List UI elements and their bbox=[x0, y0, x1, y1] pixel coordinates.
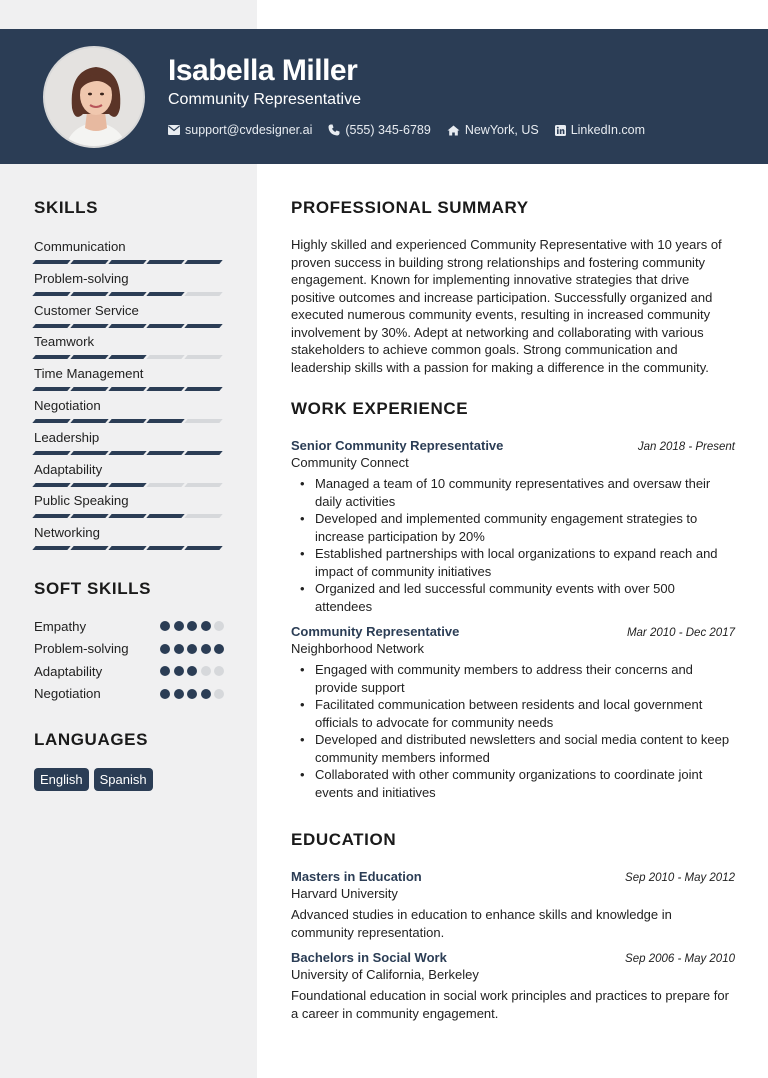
rating-dot bbox=[174, 689, 184, 699]
skill-level-segment bbox=[70, 514, 108, 518]
skill-level-segment bbox=[146, 387, 184, 391]
rating-dot bbox=[187, 621, 197, 631]
skill-level-bar bbox=[34, 387, 224, 391]
skill-level-segment bbox=[70, 292, 108, 296]
soft-skill-item bbox=[34, 638, 224, 661]
soft-skill-item bbox=[34, 660, 224, 683]
skill-level-segment bbox=[70, 483, 108, 487]
skill-level-segment bbox=[32, 292, 70, 296]
job-company: Community Connect bbox=[291, 455, 409, 470]
skill-level-bar bbox=[34, 292, 224, 296]
skill-level-bar bbox=[34, 419, 224, 423]
skills-list bbox=[34, 238, 224, 556]
skill-item bbox=[34, 524, 224, 556]
skill-level-segment bbox=[32, 355, 70, 359]
skill-level-segment bbox=[146, 324, 184, 328]
soft-skill-name: Empathy bbox=[34, 618, 87, 634]
language-badge: English bbox=[34, 768, 89, 791]
contact-location bbox=[447, 123, 539, 137]
skill-level-segment bbox=[184, 483, 222, 487]
education-degree: Bachelors in Social Work bbox=[291, 950, 447, 965]
soft-skill-rating bbox=[160, 644, 224, 654]
skill-name: Teamwork bbox=[34, 334, 95, 350]
skill-level-segment bbox=[108, 355, 146, 359]
skill-level-bar bbox=[34, 355, 224, 359]
phone-icon bbox=[328, 124, 340, 136]
contact-location-text: NewYork, US bbox=[464, 123, 539, 137]
skill-name: Communication bbox=[34, 239, 126, 254]
contact-phone-text: (555) 345-6789 bbox=[345, 123, 431, 137]
skill-level-segment bbox=[108, 546, 146, 550]
rating-dot bbox=[214, 644, 224, 654]
soft-skill-name: Adaptability bbox=[34, 663, 103, 679]
job-entry bbox=[291, 438, 735, 615]
soft-skill-name: Problem-solving bbox=[34, 641, 129, 657]
skill-level-segment bbox=[146, 419, 184, 423]
skill-level-segment bbox=[108, 483, 146, 487]
soft-skill-rating bbox=[160, 666, 224, 676]
rating-dot bbox=[187, 666, 197, 676]
soft-skill-rating bbox=[160, 621, 224, 631]
experience-title: WORK EXPERIENCE bbox=[291, 399, 469, 418]
experience-list bbox=[291, 438, 735, 801]
job-title: Community Representative bbox=[291, 624, 460, 639]
skill-level-segment bbox=[108, 451, 146, 455]
skill-level-bar bbox=[34, 451, 224, 455]
education-description: Foundational education in social work principles and practices to prepare for a career in community engagement. bbox=[291, 988, 729, 1021]
job-bullets bbox=[291, 475, 735, 615]
soft-skill-name: Negotiation bbox=[34, 686, 101, 702]
skill-level-segment bbox=[184, 419, 222, 423]
skill-level-segment bbox=[108, 514, 146, 518]
skill-level-segment bbox=[32, 324, 70, 328]
job-header bbox=[291, 624, 735, 639]
languages-list bbox=[34, 768, 224, 791]
language-badge: Spanish bbox=[94, 768, 153, 791]
skill-level-segment bbox=[146, 260, 184, 264]
education-school: Harvard University bbox=[291, 886, 398, 901]
skill-item bbox=[34, 302, 224, 334]
skill-level-bar bbox=[34, 514, 224, 518]
contact-email-text: support@cvdesigner.ai bbox=[185, 123, 313, 137]
education-title: EDUCATION bbox=[291, 830, 397, 849]
skill-name: Leadership bbox=[34, 429, 100, 445]
rating-dot bbox=[160, 689, 170, 699]
skill-item bbox=[34, 492, 224, 524]
candidate-role: Community Representative bbox=[168, 91, 361, 108]
job-date: Jan 2018 - Present bbox=[637, 441, 735, 453]
education-section bbox=[291, 830, 735, 1022]
education-school: University of California, Berkeley bbox=[291, 967, 479, 982]
job-bullet: • Developed and implemented community engagement strategies to increase participation by 20% bbox=[315, 510, 735, 545]
rating-dot bbox=[160, 644, 170, 654]
skill-level-segment bbox=[184, 324, 222, 328]
skill-level-segment bbox=[146, 355, 184, 359]
candidate-name: Isabella Miller bbox=[168, 54, 358, 87]
skill-level-segment bbox=[70, 546, 108, 550]
skill-level-segment bbox=[184, 514, 222, 518]
education-entry bbox=[291, 869, 735, 941]
soft-skill-rating bbox=[160, 689, 224, 699]
rating-dot bbox=[201, 621, 211, 631]
skill-level-segment bbox=[32, 419, 70, 423]
skill-level-segment bbox=[32, 514, 70, 518]
education-degree: Masters in Education bbox=[291, 869, 422, 884]
contact-linkedin-text: LinkedIn.com bbox=[570, 123, 646, 137]
skill-item bbox=[34, 333, 224, 365]
skill-level-segment bbox=[108, 292, 146, 296]
job-company: Neighborhood Network bbox=[291, 641, 424, 656]
rating-dot bbox=[214, 666, 224, 676]
rating-dot bbox=[201, 644, 211, 654]
skill-level-segment bbox=[32, 483, 70, 487]
skill-level-segment bbox=[70, 355, 108, 359]
skill-level-segment bbox=[108, 387, 146, 391]
job-bullet: • Organized and led successful community events with over 500 attendees bbox=[315, 580, 735, 615]
skill-level-segment bbox=[108, 260, 146, 264]
skill-level-segment bbox=[32, 260, 70, 264]
education-date: Sep 2010 - May 2012 bbox=[625, 872, 735, 884]
job-bullets bbox=[291, 661, 735, 801]
job-bullet: • Engaged with community members to address their concerns and provide support bbox=[315, 661, 735, 696]
skill-item bbox=[34, 397, 224, 429]
education-description: Advanced studies in education to enhance skills and knowledge in community representation. bbox=[291, 907, 672, 940]
rating-dot bbox=[174, 644, 184, 654]
skill-level-segment bbox=[108, 324, 146, 328]
summary-title: PROFESSIONAL SUMMARY bbox=[291, 198, 529, 217]
skill-level-segment bbox=[70, 324, 108, 328]
linkedin-icon bbox=[555, 125, 566, 136]
skill-level-bar bbox=[34, 546, 224, 550]
rating-dot bbox=[201, 689, 211, 699]
skill-level-bar bbox=[34, 324, 224, 328]
contact-row bbox=[168, 123, 661, 137]
rating-dot bbox=[214, 621, 224, 631]
contact-phone[interactable] bbox=[328, 123, 430, 137]
envelope-icon bbox=[168, 125, 180, 135]
job-date: Mar 2010 - Dec 2017 bbox=[626, 627, 735, 639]
languages-title: LANGUAGES bbox=[34, 730, 149, 749]
skill-level-segment bbox=[146, 546, 184, 550]
skill-level-segment bbox=[146, 292, 184, 296]
skill-level-segment bbox=[70, 387, 108, 391]
education-header bbox=[291, 869, 735, 884]
skill-level-bar bbox=[34, 483, 224, 487]
soft-skills-title: SOFT SKILLS bbox=[34, 579, 152, 598]
education-list bbox=[291, 869, 735, 1022]
education-date: Sep 2006 - May 2010 bbox=[625, 953, 735, 965]
skill-level-segment bbox=[184, 292, 222, 296]
skill-level-segment bbox=[146, 451, 184, 455]
education-header bbox=[291, 950, 735, 965]
skill-name: Public Speaking bbox=[34, 493, 129, 509]
summary-section bbox=[291, 198, 735, 376]
skill-name: Negotiation bbox=[34, 397, 101, 413]
experience-section bbox=[291, 399, 735, 801]
skill-level-segment bbox=[70, 419, 108, 423]
skill-level-segment bbox=[70, 260, 108, 264]
job-bullet: • Facilitated communication between residents and local government officials to advocate for community needs bbox=[315, 696, 735, 731]
job-bullet: • Developed and distributed newsletters and social media content to keep community members informed bbox=[315, 731, 735, 766]
skill-item bbox=[34, 238, 224, 270]
skill-item bbox=[34, 270, 224, 302]
rating-dot bbox=[201, 666, 211, 676]
skill-name: Networking bbox=[34, 525, 100, 541]
skill-level-bar bbox=[34, 260, 224, 264]
home-icon bbox=[447, 125, 460, 136]
skill-item bbox=[34, 461, 224, 493]
job-entry bbox=[291, 624, 735, 801]
skill-name: Time Management bbox=[34, 366, 144, 382]
job-title: Senior Community Representative bbox=[291, 438, 504, 453]
profile-photo bbox=[45, 48, 145, 148]
skills-section bbox=[34, 198, 224, 556]
rating-dot bbox=[174, 666, 184, 676]
skill-level-segment bbox=[32, 546, 70, 550]
skill-level-segment bbox=[70, 451, 108, 455]
rating-dot bbox=[160, 621, 170, 631]
skill-item bbox=[34, 429, 224, 461]
skill-item bbox=[34, 365, 224, 397]
skill-name: Adaptability bbox=[34, 461, 103, 477]
job-header bbox=[291, 438, 735, 453]
skill-level-segment bbox=[184, 355, 222, 359]
summary-text: Highly skilled and experienced Community Representative with 10 years of proven success in building strong relationships and fostering community engagement. Known for implementing innovative strategies that drive positive outcomes and increase participation. Successfully organized and executed numerous community events, resulting in increased community involvement by 30%. Adept at networking and collaborating with various stakeholders to achieve common goals. Strong communication and leadership skills with a passion for making a difference in the community. bbox=[291, 237, 722, 375]
skill-level-segment bbox=[32, 387, 70, 391]
skill-level-segment bbox=[108, 419, 146, 423]
skill-level-segment bbox=[184, 260, 222, 264]
skill-name: Customer Service bbox=[34, 302, 139, 318]
skill-level-segment bbox=[184, 387, 222, 391]
rating-dot bbox=[214, 689, 224, 699]
soft-skill-item bbox=[34, 615, 224, 638]
job-bullet: • Established partnerships with local organizations to expand reach and impact of community initiatives bbox=[315, 545, 735, 580]
soft-skills-section bbox=[34, 579, 224, 705]
languages-section bbox=[34, 730, 224, 791]
education-entry bbox=[291, 950, 735, 1022]
contact-linkedin[interactable] bbox=[555, 123, 645, 137]
skill-level-segment bbox=[146, 483, 184, 487]
soft-skills-list bbox=[34, 615, 224, 705]
skill-level-segment bbox=[184, 451, 222, 455]
rating-dot bbox=[187, 689, 197, 699]
skill-level-segment bbox=[32, 451, 70, 455]
skill-level-segment bbox=[184, 546, 222, 550]
rating-dot bbox=[187, 644, 197, 654]
soft-skill-item bbox=[34, 683, 224, 706]
skills-title: SKILLS bbox=[34, 198, 99, 217]
skill-level-segment bbox=[146, 514, 184, 518]
header-banner bbox=[0, 29, 768, 164]
rating-dot bbox=[174, 621, 184, 631]
rating-dot bbox=[160, 666, 170, 676]
job-bullet: • Collaborated with other community organizations to coordinate joint events and initiatives bbox=[315, 766, 735, 801]
avatar bbox=[43, 46, 145, 148]
job-bullet: • Managed a team of 10 community representatives and oversaw their daily activities bbox=[315, 475, 735, 510]
skill-name: Problem-solving bbox=[34, 270, 129, 286]
contact-email[interactable] bbox=[168, 123, 312, 137]
